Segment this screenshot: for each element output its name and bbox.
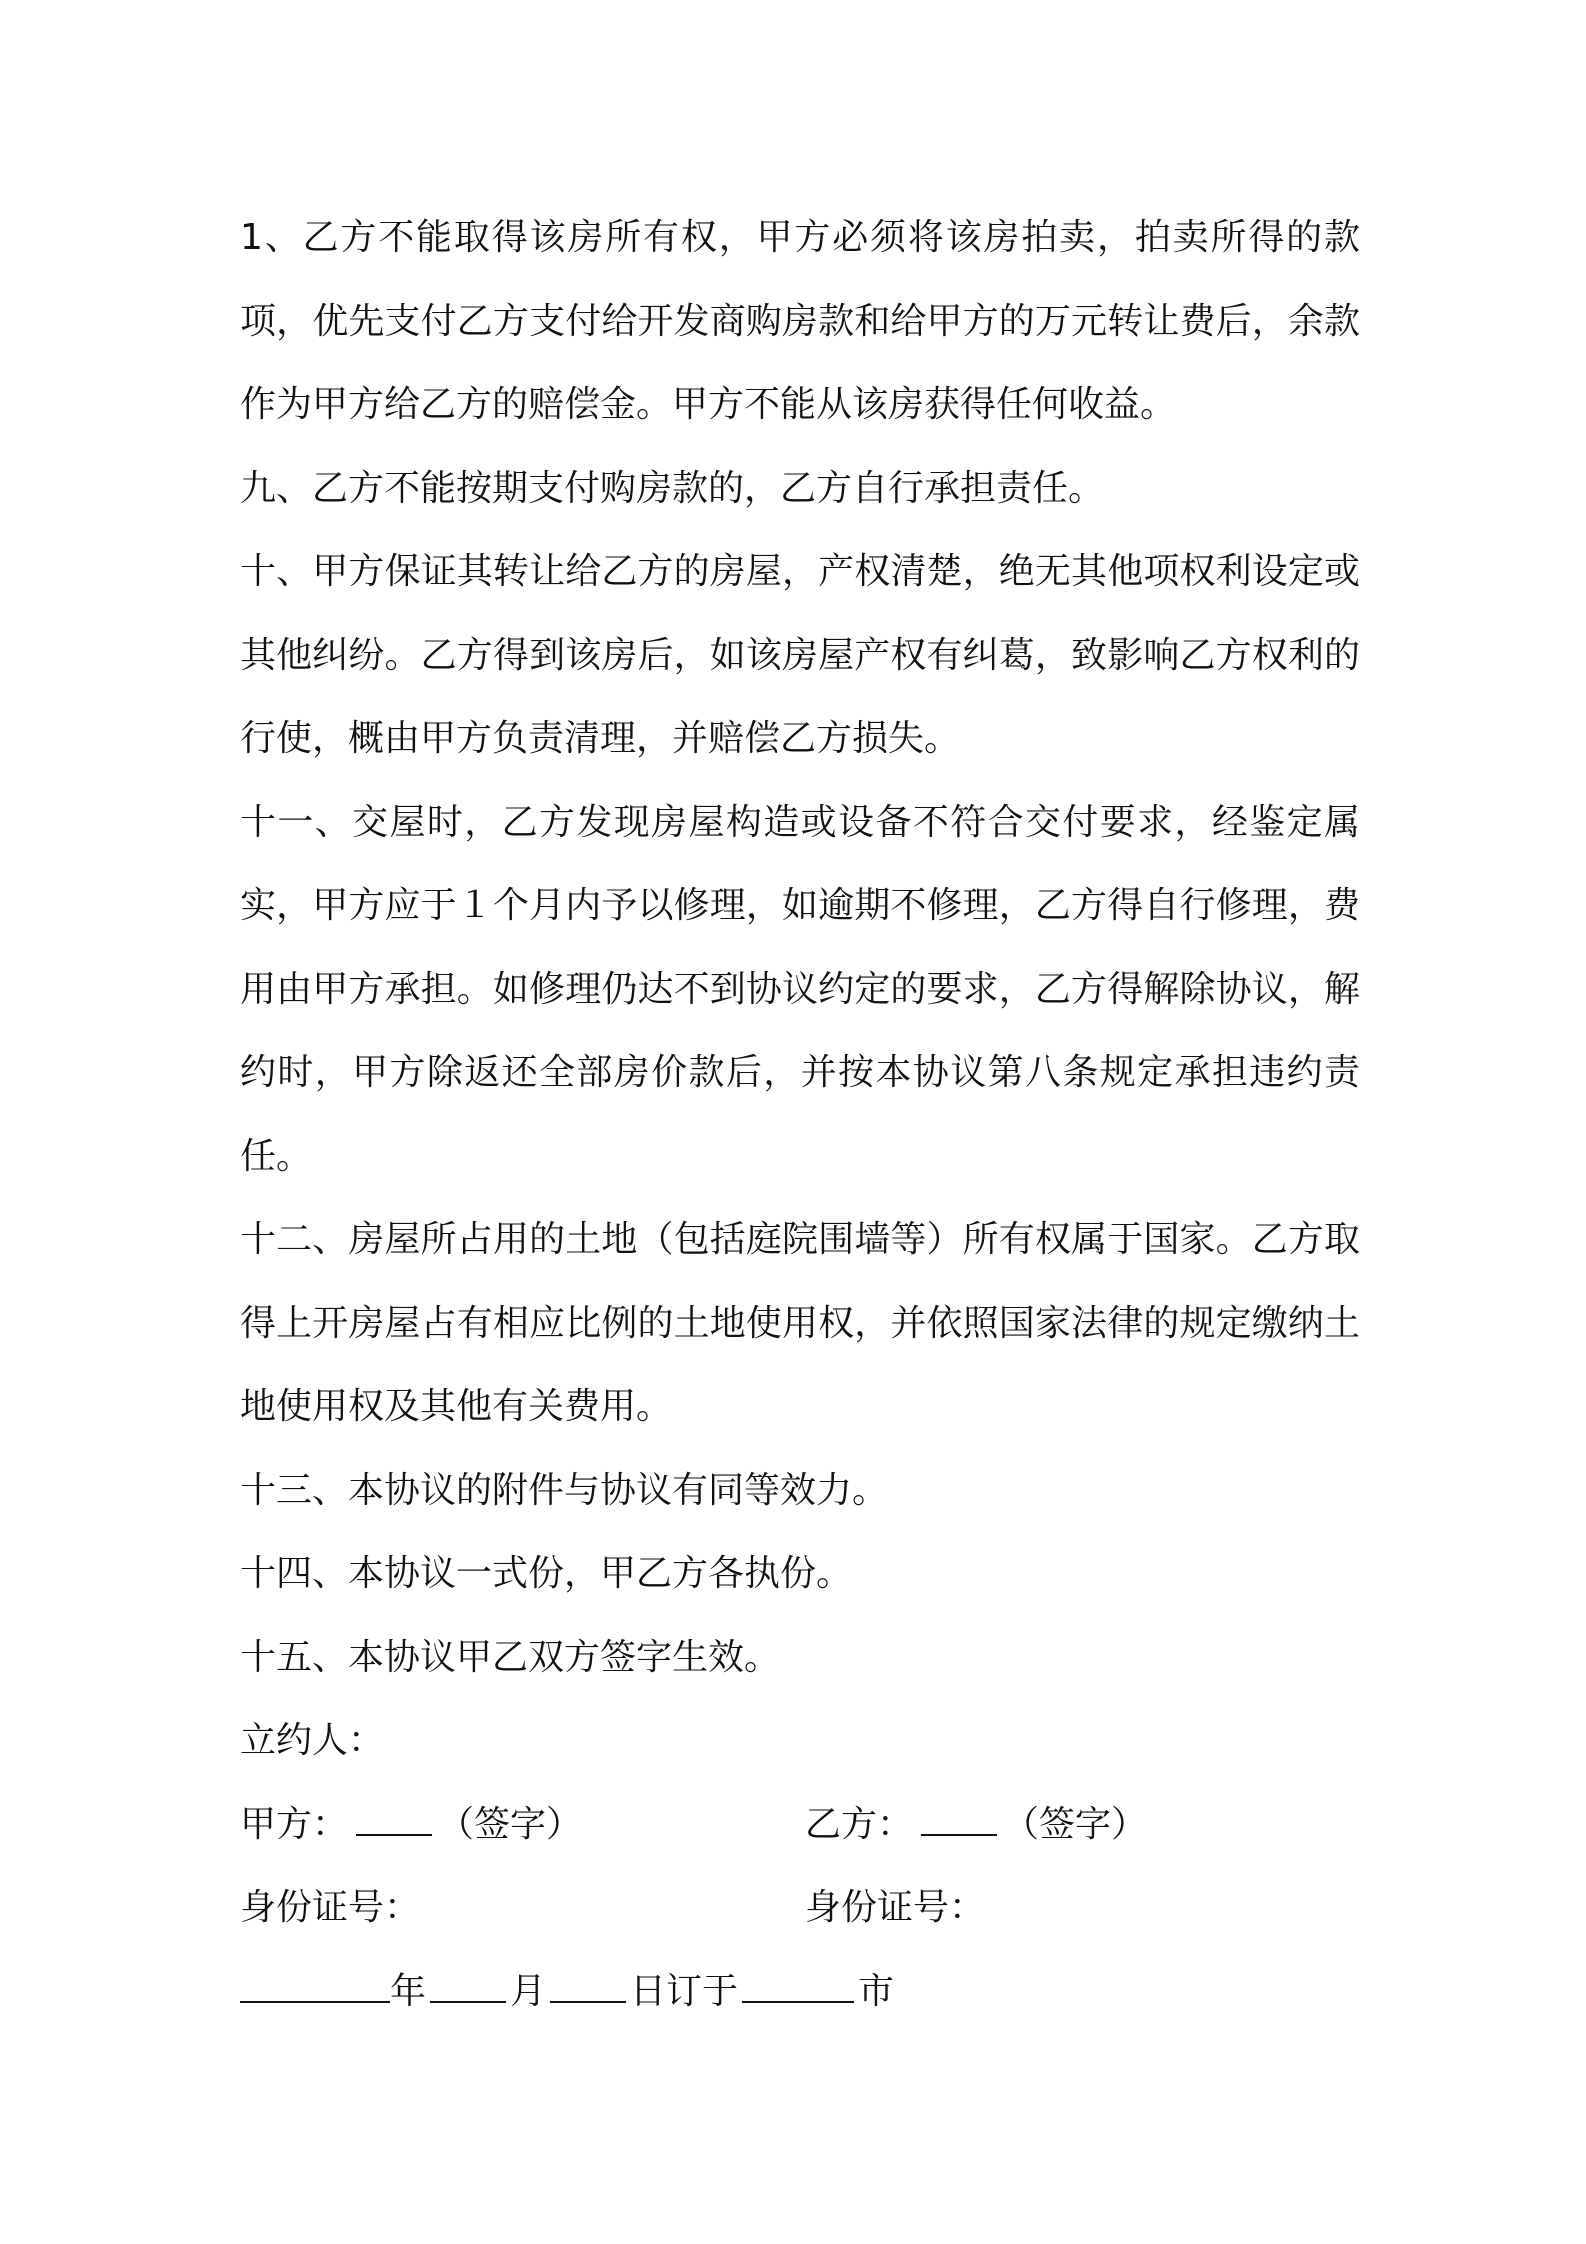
party-b-signature	[805, 1783, 1147, 1867]
city-blank[interactable]	[742, 1967, 854, 2003]
clause-8-item-1: 1、乙方不能取得该房所有权，甲方必须将该房拍卖，拍卖所得的款项，优先支付乙方支付给开发商购房款和给甲方的万元转让费后，余款作为甲方给乙方的赔偿金。甲方不能从该房获得任何收益。	[240, 217, 1360, 425]
city-label: 市	[858, 1970, 895, 2012]
parties-heading-row	[240, 1699, 1360, 1783]
parties-label: 立约人：	[240, 1720, 385, 1761]
party-b-id-label: 身份证号：	[805, 1887, 986, 1928]
year-label: 年	[390, 1970, 427, 2012]
id-number-row	[240, 1866, 1360, 1950]
clause-10: 十、甲方保证其转让给乙方的房屋，产权清楚，绝无其他项权利设定或其他纠纷。乙方得到该房后，如该房屋产权有纠葛，致影响乙方权利的行使，概由甲方负责清理，并赔偿乙方损失。	[240, 551, 1360, 759]
signature-row	[240, 1783, 1360, 1867]
day-blank[interactable]	[550, 1967, 626, 2003]
clause-13: 十三、本协议的附件与协议有同等效力。	[240, 1469, 889, 1511]
month-blank[interactable]	[430, 1967, 506, 2003]
party-a-sign-note: （签字）	[438, 1803, 583, 1845]
party-b-signature-blank[interactable]	[921, 1800, 997, 1836]
party-a-label: 甲方：	[240, 1803, 349, 1845]
year-blank[interactable]	[240, 1967, 390, 2003]
clause-12: 十二、房屋所占用的土地（包括庭院围墙等）所有权属于国家。乙方取得上开房屋占有相应比例的土地使用权，并依照国家法律的规定缴纳土地使用权及其他有关费用。	[240, 1219, 1360, 1427]
party-a-id-label: 身份证号：	[240, 1887, 421, 1928]
month-label: 月	[510, 1970, 547, 2012]
party-b-label: 乙方：	[805, 1803, 914, 1845]
clause-14: 十四、本协议一式份，甲乙方各执份。	[240, 1553, 853, 1594]
date-place-row	[240, 1950, 1360, 2034]
clause-11: 十一、交屋时，乙方发现房屋构造或设备不符合交付要求，经鉴定属实，甲方应于１个月内予以修理，如逾期不修理，乙方得自行修理，费用由甲方承担。如修理仍达不到协议约定的要求，乙方得解除协议，解约时，甲方除返还全部房价款后，并按本协议第八条规定承担违约责任。	[240, 801, 1360, 1177]
date-place-line	[240, 1950, 894, 2034]
day-signed-label: 日订于	[630, 1970, 739, 2012]
clause-15: 十五、本协议甲乙双方签字生效。	[240, 1636, 781, 1678]
party-b-sign-note: （签字）	[1003, 1803, 1148, 1845]
party-a-signature-blank[interactable]	[356, 1800, 432, 1836]
document-page	[240, 196, 1360, 2033]
clause-9: 九、乙方不能按期支付购房款的，乙方自行承担责任。	[240, 467, 1105, 509]
party-a-signature	[240, 1783, 582, 1867]
